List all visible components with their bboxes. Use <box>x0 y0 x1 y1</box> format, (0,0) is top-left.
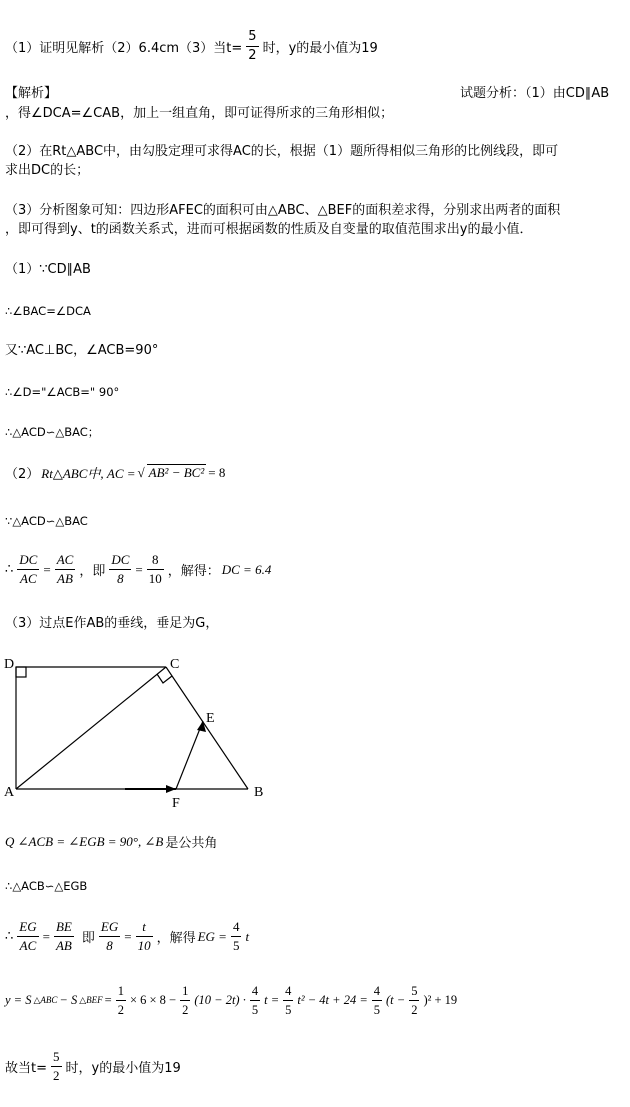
answer-prefix: （1）证明见解析（2）6.4cm（3）当t= <box>5 41 243 56</box>
subscript-abc: △ABC <box>33 995 58 1005</box>
segment-fe <box>176 721 203 789</box>
equals-sign: = <box>124 928 132 944</box>
label-f: F <box>172 796 180 811</box>
step-6-math: Rt△ABC中, AC = <box>41 466 136 481</box>
frac-numerator: BE <box>54 918 74 937</box>
analysis-heading: 【解析】 <box>5 86 58 101</box>
frac-denominator: 2 <box>117 1003 124 1017</box>
step-6-prefix: （2） <box>5 467 40 482</box>
frac-numerator: 4 <box>231 918 242 937</box>
analysis-line-1: ，得∠DCA=∠CAB，加上一组直角，即可证得所求的三角形相似； <box>5 106 394 121</box>
analysis-right-note: 试题分析：（1）由CD∥AB <box>460 86 610 101</box>
y-expression: y = S <box>5 993 32 1007</box>
frac-numerator: 1 <box>116 982 126 1001</box>
arrow-af-head <box>166 785 176 793</box>
solution-step-6 <box>5 463 225 482</box>
frac-numerator: EG <box>99 918 120 937</box>
fraction-denominator: 2 <box>248 48 257 63</box>
label-b: B <box>254 785 264 800</box>
frac-numerator: 4 <box>283 982 293 1001</box>
therefore-symbol: ∴ <box>5 929 14 944</box>
answer-fraction <box>246 28 258 65</box>
frac-numerator: AC <box>55 551 76 570</box>
equals-sign: = <box>104 993 112 1007</box>
expr-part-c: t = <box>264 993 280 1007</box>
step-6-end: = 8 <box>208 464 226 480</box>
final-suffix: 时，y的最小值为19 <box>65 1061 181 1076</box>
expr-part-b: (10 − 2t) · <box>194 993 246 1007</box>
frac-denominator: 5 <box>232 938 240 953</box>
frac-numerator: 4 <box>250 982 260 1001</box>
fraction-numerator: 5 <box>246 28 258 47</box>
after-line-3-mid: 即 <box>81 931 95 946</box>
after-line-1-text: 是公共角 <box>165 836 218 851</box>
step-8-mid: ，即 <box>79 564 106 579</box>
answer-suffix: 时，y的最小值为19 <box>262 41 378 56</box>
frac-denominator: 5 <box>251 1003 259 1017</box>
frac-denominator: 2 <box>53 1068 60 1083</box>
frac-numerator: DC <box>17 551 39 570</box>
after-line-1 <box>5 832 217 851</box>
analysis-line-2b: 求出DC的长； <box>5 163 90 178</box>
answer-line <box>5 28 378 65</box>
frac-numerator: EG <box>17 918 38 937</box>
final-prefix: 故当t= <box>5 1061 47 1076</box>
expr-part-e: (t − <box>386 993 406 1007</box>
frac-denominator: 2 <box>182 1003 189 1017</box>
solution-step-3: 又∵AC⊥BC，∠ACB=90° <box>5 343 159 358</box>
solution-step-4: ∴∠D="∠ACB=" 90° <box>5 385 120 399</box>
equals-sign: = <box>42 928 50 944</box>
frac-denominator: AC <box>19 938 37 953</box>
minus-s: − S <box>59 993 78 1007</box>
label-a: A <box>4 785 15 800</box>
sqrt-symbol: √ <box>137 464 145 480</box>
label-c: C <box>170 657 180 672</box>
arrow-fe-head <box>197 721 206 732</box>
right-angle-c <box>157 674 172 683</box>
equals-sign: = <box>43 561 51 577</box>
solution-step-9: （3）过点E作AB的垂线，垂足为G， <box>5 616 219 631</box>
segment-cb <box>166 667 248 789</box>
expr-part-d: t² − 4t + 24 = <box>297 993 368 1007</box>
expr-part-f: )² + 19 <box>423 993 458 1007</box>
frac-denominator: 10 <box>137 938 151 953</box>
expr-part-a: × 6 × 8 − <box>129 993 177 1007</box>
frac-numerator: 8 <box>147 551 164 570</box>
right-angle-d <box>16 667 26 677</box>
solution-step-2: ∴∠BAC=∠DCA <box>5 304 91 318</box>
segment-ac <box>16 667 166 789</box>
after-line-3-result: EG = <box>197 928 227 944</box>
solution-step-1: （1）∵CD∥AB <box>5 262 91 277</box>
step-8-end: ，解得： <box>167 564 220 579</box>
frac-numerator: 5 <box>409 982 419 1001</box>
frac-denominator: 8 <box>117 571 124 586</box>
geometry-diagram <box>0 650 300 815</box>
frac-numerator: 1 <box>180 982 190 1001</box>
frac-denominator: 10 <box>148 571 162 586</box>
frac-numerator: 4 <box>372 982 382 1001</box>
subscript-bef: △BEF <box>79 995 103 1005</box>
solution-step-8 <box>5 551 271 588</box>
frac-denominator: 5 <box>285 1003 292 1017</box>
solution-step-5: ∴△ACD∽△BAC； <box>5 425 100 439</box>
variable-t: t <box>245 928 250 944</box>
equals-sign: = <box>135 561 143 577</box>
after-line-1-math: Q ∠ACB = ∠EGB = 90°, ∠B <box>5 833 164 849</box>
step-8-result: DC = 6.4 <box>221 561 272 577</box>
after-line-4 <box>5 982 457 1019</box>
analysis-line-3a: （3）分析图象可知：四边形AFEC的面积可由△ABC、△BEF的面积差求得，分别求出两者的面积 <box>5 203 561 218</box>
frac-numerator: DC <box>109 551 131 570</box>
frac-denominator: 5 <box>373 1003 381 1017</box>
step-6-radicand: AB² − BC² <box>148 465 205 480</box>
final-line <box>5 1048 181 1085</box>
frac-denominator: AB <box>55 938 72 953</box>
frac-denominator: 2 <box>411 1003 418 1017</box>
label-d: D <box>4 657 15 672</box>
frac-numerator: t <box>136 918 153 937</box>
frac-denominator: AB <box>57 571 73 586</box>
solution-step-7: ∵△ACD∽△BAC <box>5 514 88 528</box>
therefore-symbol: ∴ <box>5 562 14 577</box>
label-e: E <box>206 711 215 726</box>
after-line-2: ∴△ACB∽△EGB <box>5 879 88 893</box>
frac-denominator: 8 <box>106 938 113 953</box>
frac-denominator: AC <box>20 571 37 586</box>
analysis-line-2a: （2）在Rt△ABC中，由勾股定理可求得AC的长，根据（1）题所得相似三角形的比例线段，即可 <box>5 144 559 159</box>
frac-numerator: 5 <box>51 1048 62 1067</box>
after-line-3-end: ，解得 <box>156 931 196 946</box>
after-line-3 <box>5 918 249 955</box>
analysis-line-3b: ，即可得到y、t的函数关系式，进而可根据函数的性质及自变量的取值范围求出y的最小值． <box>5 222 533 237</box>
